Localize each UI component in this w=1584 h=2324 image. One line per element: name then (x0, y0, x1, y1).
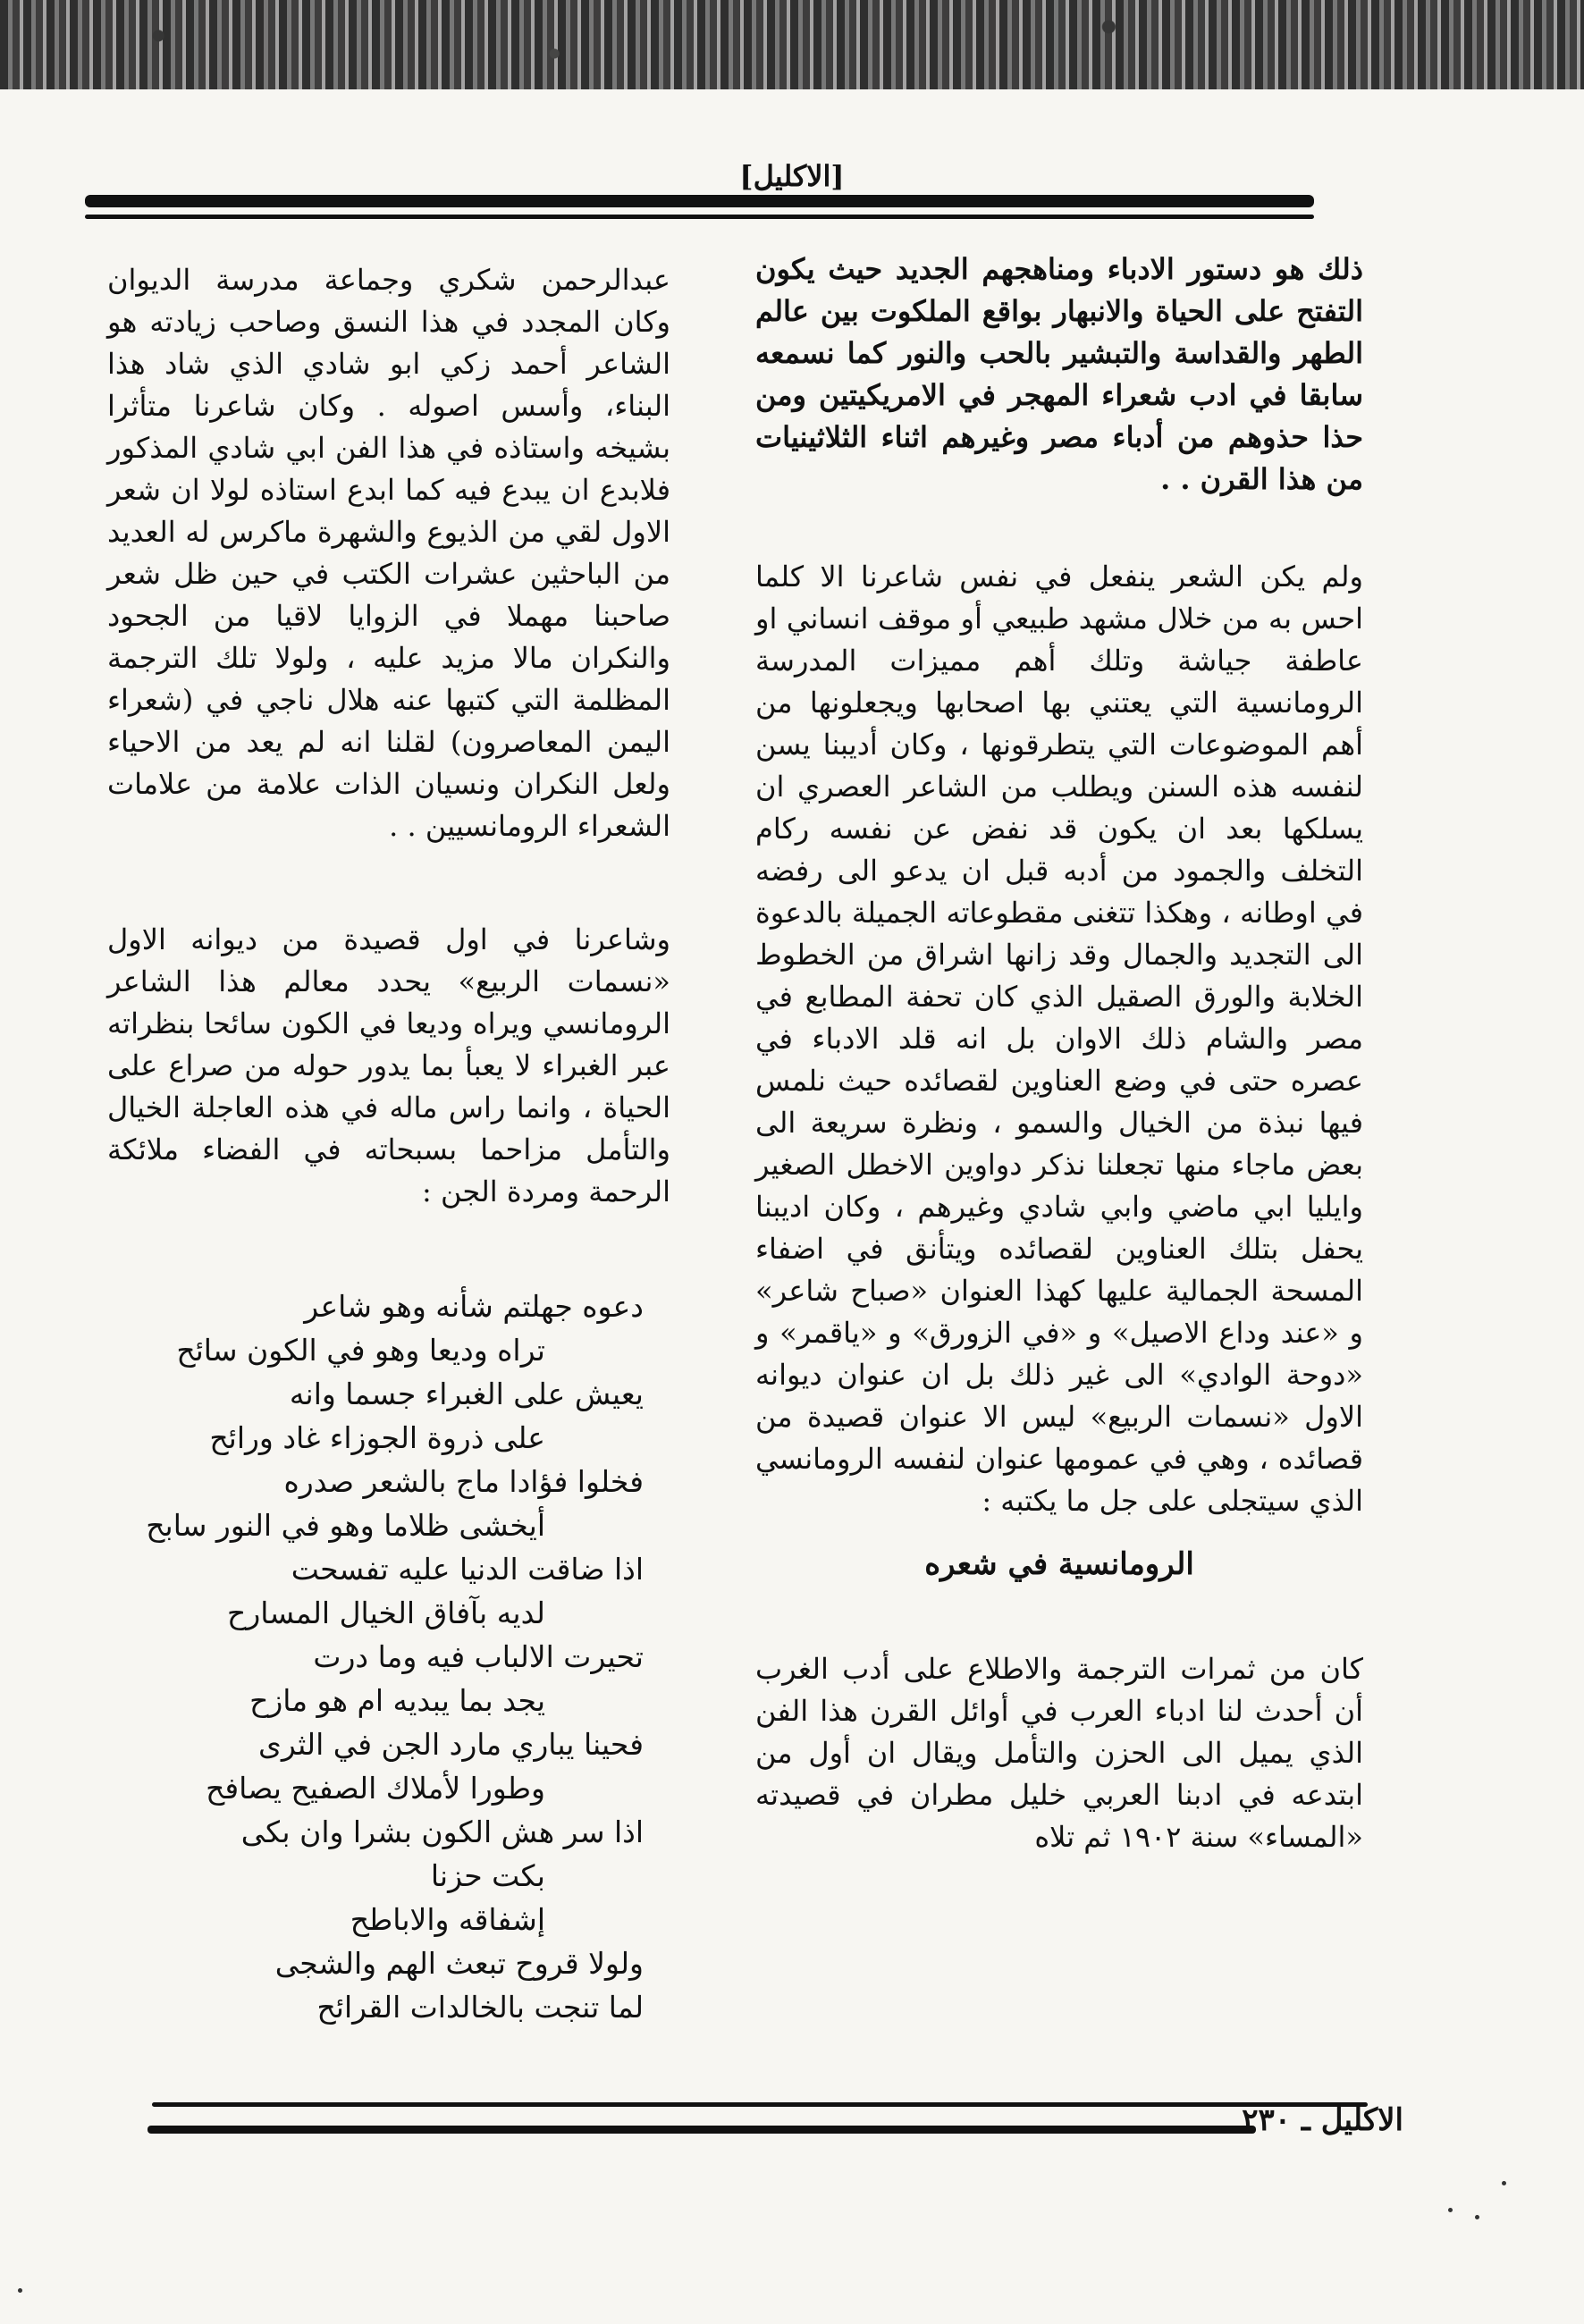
body-paragraph: كان من ثمرات الترجمة والاطلاع على أدب الغرب أن أحدث لنا ادباء العرب في أوائل القرن هذا الفن الذي يميل الى الحزن والتأمل ويقال ان أول من ابتدعه في ادبنا العربي خليل مطران في قصيدته «المساء» سنة ١٩٠٢ ثم تلاه (755, 1652, 1364, 1854)
paragraph-gap (107, 847, 670, 919)
paragraph-gap (755, 501, 1363, 556)
left-column (107, 259, 670, 2029)
intro-paragraph: ذلك هو دستور الادباء ومناهجهم الجديد حيث يكون التفتح على الحياة والانبهار بواقع الملكوت بين عالم الطهر والقداسة والتبشير بالحب والنور كما نسمعه سابقا في ادب شعراء المهجر في الامريكيتين ومن حذا حذوهم من أدباء مصر وغيرهم اثناء الثلاثينيات من هذا القرن . . (755, 252, 1363, 496)
poem-line: ولولا قروح تبعث الهم والشجى (274, 1946, 644, 1981)
poem-line: فحينا يباري مارد الجن في الثرى (258, 1727, 644, 1762)
poem (107, 1284, 670, 2029)
scan-speck (1502, 2181, 1506, 2185)
poem-line: فخلوا فؤادا ماج بالشعر صدره (283, 1464, 644, 1499)
poem-line: اذا ضاقت الدنيا عليه تفسحت (291, 1552, 644, 1587)
running-header: [الاكليل] (739, 159, 845, 193)
scan-border-noise (0, 0, 1584, 89)
poem-line: بكت حزنا (430, 1858, 545, 1893)
poem-line: تحيرت الالباب فيه وما درت (313, 1639, 644, 1674)
poem-line: يجد بما يبديه ام هو مازح (249, 1683, 545, 1718)
poem-line: إشفاقه والاباطح (350, 1902, 545, 1937)
body-paragraph: ولم يكن الشعر ينفعل في نفس شاعرنا الا كلما احس به من خلال مشهد طبيعي أو موقف انساني او عاطفة جياشة وتلك أهم مميزات المدرسة الرومانسية التي يعتني بها اصحابها ويجعلونها من أهم الموضوعات التي يتطرقونها ، وكان أديبنا يسن لنفسه هذه السنن ويطلب من الشاعر العصري ان يسلكها بعد ان يكون قد نفض عن نفسه ركام التخلف والجمود من أدبه قبل ان يدعو الى رفضه في اوطانه ، وهكذا تتغنى مقطوعاته الجميلة بالدعوة الى التجديد والجمال وقد زانها اشراق من الخطوط الخلابة والورق الصقيل الذي كان تحفة المطابع في مصر والشام ذلك الاوان بل انه قلد الادباء في عصره حتى في وضع العناوين لقصائده حيث نلمس فيها نبذة من الخيال والسمو ، ونظرة سريعة الى بعض ماجاء منها تجعلنا نذكر دواوين الاخطل الصغير وايليا ابي ماضي وابي شادي وغيرهم ، وكان اديبنا يحفل بتلك العناوين لقصائده ويتأنق في اضفاء المسحة الجمالية عليها كهذا العنوان «صباح شاعر» و «عند وداع الاصيل» و «في الزورق» و «ياقمر» و «دوحة الوادي» الى غير ذلك بل ان عنوان ديوانه الاول «نسمات الربيع» ليس الا عنوان قصيدة من قصائده ، وهي في عمومها عنوان لنفسه الرومانسي الذي سيتجلى على جل ما يكتبه : (755, 560, 1364, 1518)
poem-line: دعوه جهلتم شأنه وهو شاعر (304, 1289, 644, 1324)
poem-line: أيخشى ظلاما وهو في النور سابح (146, 1508, 545, 1543)
body-paragraph: عبدالرحمن شكري وجماعة مدرسة الديوان وكان المجدد في هذا النسق وصاحب زيادته هو الشاعر أحمد زكي ابو شادي الذي شاد هذا البناء، وأسس اصوله . وكان شاعرنا متأثرا بشيخه واستاذه في هذا الفن ابي شادي المذكور فلابدع ان يبدع فيه كما ابدع استاذه لولا ان شعر الاول لقي من الذيوع والشهرة ماكرس له العديد من الباحثين عشرات الكتب في حين ظل شعر صاحبنا مهملا في الزوايا لاقيا من الجحود والنكران مالا مزيد عليه ، ولولا تلك الترجمة المظلمة التي كتبها عنه هلال ناجي في (شعراء اليمن المعاصرون) لقلنا انه لم يعد من الاحياء ولعل النكران ونسيان الذات علامة من علامات الشعراء الرومانسيين . . (107, 263, 671, 843)
right-column (755, 248, 1363, 1858)
body-paragraph: وشاعرنا في اول قصيدة من ديوانه الاول «نسمات الربيع» يحدد معالم هذا الشاعر الرومانسي ويراه وديعا في الكون سائحا بنظراته عبر الغبراء لا يعبأ بما يدور حوله من صراع على الحياة ، وانما راس ماله في هذه العاجلة الخيال والتأمل مزاحما بسبحاته في الفضاء ملائكة الرحمة ومردة الجن : (107, 922, 670, 1208)
poem-line: لديه بآفاق الخيال المسارح (227, 1596, 545, 1630)
section-heading: الرومانسية في شعره (924, 1546, 1194, 1582)
scan-speck (1448, 2208, 1453, 2212)
scan-speck (1475, 2215, 1479, 2219)
poem-line: تراه وديعا وهو في الكون سائح (176, 1333, 545, 1368)
poem-line: وطورا لأملاك الصفيح يصافح (206, 1771, 545, 1806)
page-footer-label: الاكليل ـ ٢٣٠ ـ (1222, 2102, 1403, 2138)
footer-rule-thick (147, 2126, 1256, 2134)
poem-line: لما تنجت بالخالدات القرائح (316, 1990, 644, 2025)
poem-line: يعيش على الغبراء جسما وانه (289, 1377, 644, 1411)
header-rule-thin (85, 215, 1314, 219)
scan-speck (18, 2288, 22, 2293)
header-rule-thick (85, 195, 1314, 207)
poem-line: على ذروة الجوزاء غاد ورائح (209, 1420, 545, 1455)
poem-line: اذا سر هش الكون بشرا وان بكى (240, 1815, 644, 1849)
